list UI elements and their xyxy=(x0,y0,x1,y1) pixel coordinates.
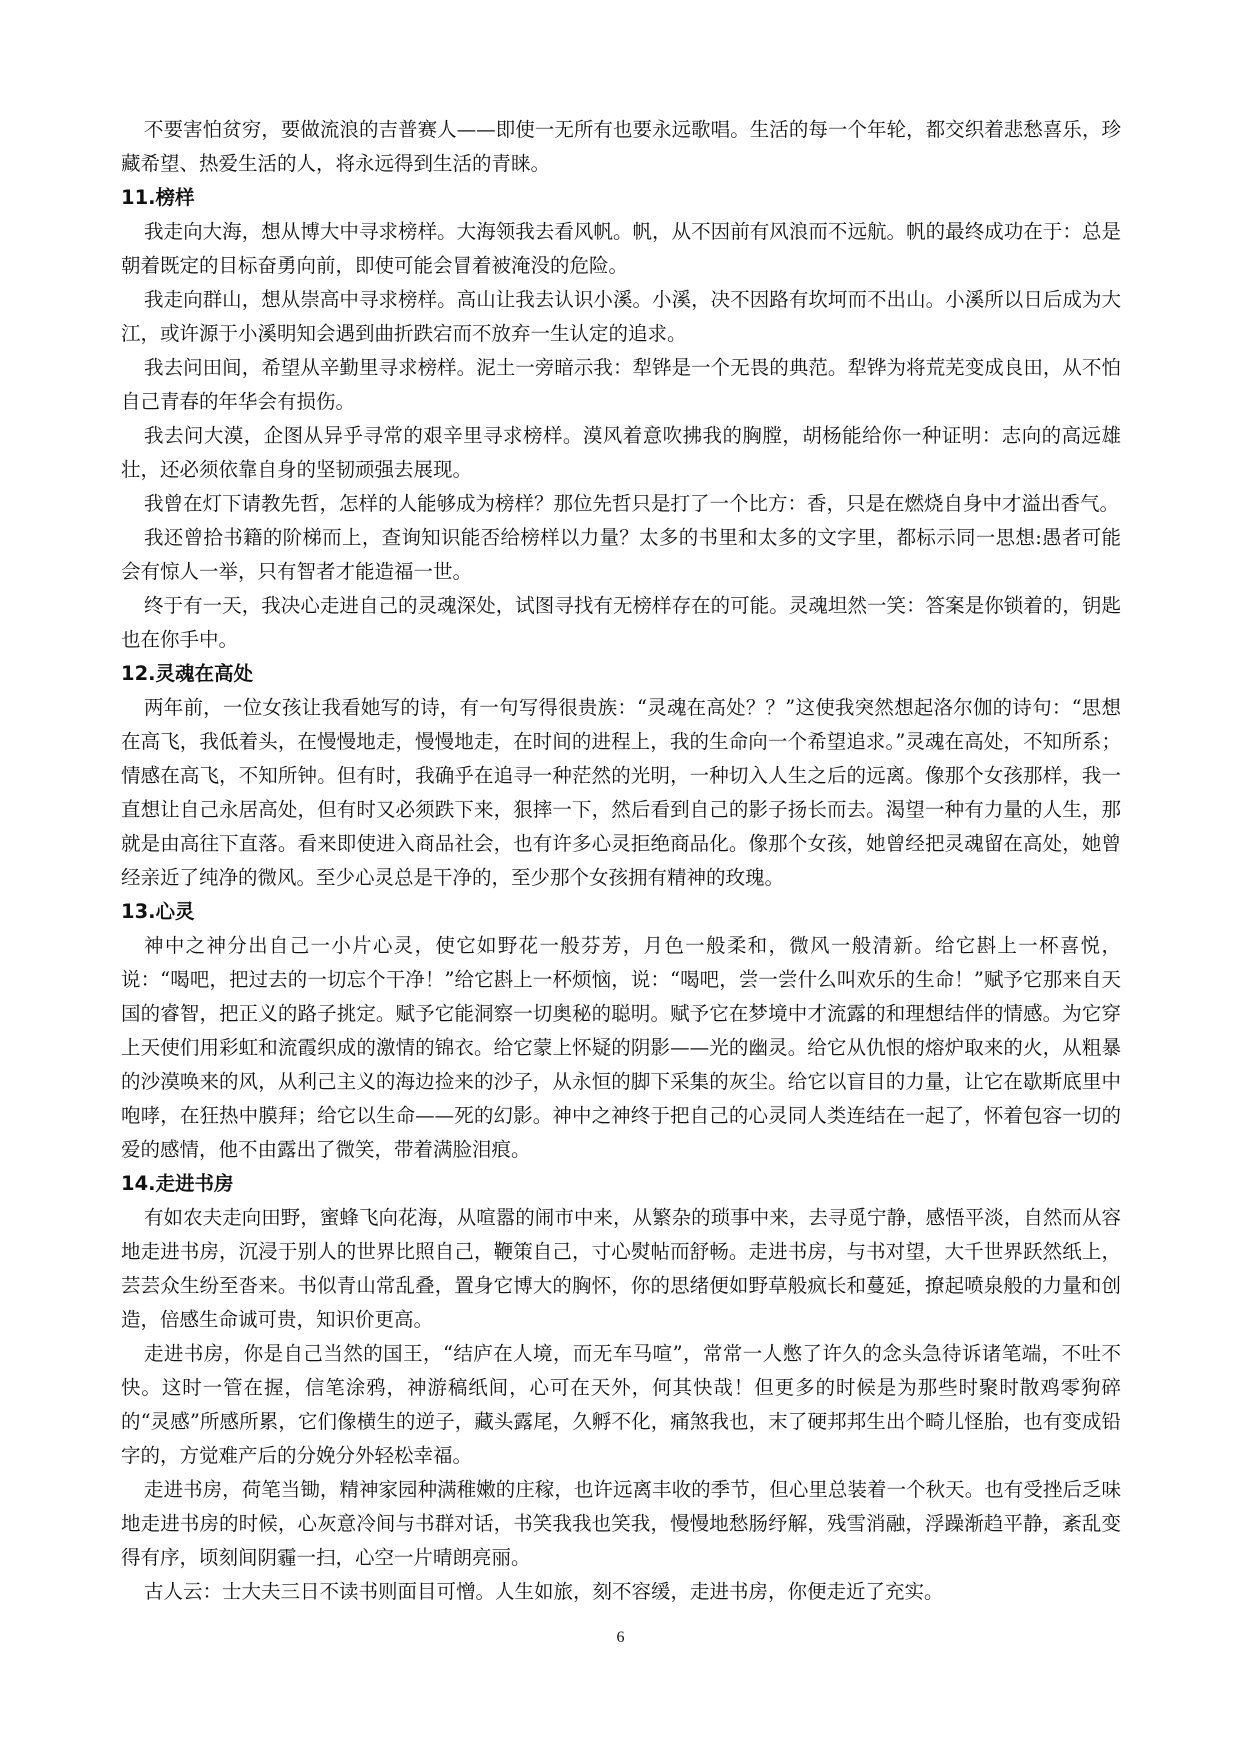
paragraph: 终于有一天，我决心走进自己的灵魂深处，试图寻找有无榜样存在的可能。灵魂坦然一笑：答案是你锁着的，钥匙也在你手中。 xyxy=(121,594,1121,651)
paragraph: 我还曾拾书籍的阶梯而上，查询知识能否给榜样以力量？太多的书里和太多的文字里，都标示同一思想:愚者可能会有惊人一举，只有智者才能造福一世。 xyxy=(121,526,1121,583)
paragraph: 我走向大海，想从博大中寻求榜样。大海领我去看风帆。帆，从不因前有风浪而不远航。帆的最终成功在于：总是朝着既定的目标奋勇向前，即使可能会冒着被淹没的危险。 xyxy=(121,220,1121,277)
paragraph: 走进书房，荷笔当锄，精神家园种满稚嫩的庄稼，也许远离丰收的季节，但心里总装着一个秋天。也有受挫后乏味地走进书房的时候，心灰意冷间与书群对话，书笑我我也笑我，慢慢地愁肠纾解，残雪消融，浮躁渐趋平静，紊乱变得有序，顷刻间阴霾一扫，心空一片晴朗亮丽。 xyxy=(121,1478,1121,1569)
section-11 xyxy=(121,181,1121,657)
paragraph: 我去问大漠，企图从异乎寻常的艰辛里寻求榜样。漠风着意吹拂我的胸膛，胡杨能给你一种证明：志向的高远雄壮，还必须依靠自身的坚韧顽强去展现。 xyxy=(121,424,1121,481)
document-body xyxy=(121,113,1121,1609)
section-heading: 13.心灵 xyxy=(121,900,195,923)
section-13 xyxy=(121,895,1121,1167)
paragraph: 古人云：士大夫三日不读书则面目可憎。人生如旅，刻不容缓，走进书房，你便走近了充实。 xyxy=(144,1580,944,1603)
section-heading: 14.走进书房 xyxy=(121,1172,234,1195)
paragraph: 我去问田间，希望从辛勤里寻求榜样。泥土一旁暗示我：犁铧是一个无畏的典范。犁铧为将荒芜变成良田，从不怕自己青春的年华会有损伤。 xyxy=(121,356,1121,413)
paragraph: 两年前，一位女孩让我看她写的诗，有一句写得很贵族：“灵魂在高处？？”这使我突然想起洛尔伽的诗句：“思想在高飞，我低着头，在慢慢地走，慢慢地走，在时间的进程上，我的生命向一个希望追求。”灵魂在高处，不知所系；情感在高飞，不知所钟。但有时，我确乎在追寻一种茫然的光明，一种切入人生之后的远离。像那个女孩那样，我一直想让自己永居高处，但有时又必须跌下来，狠摔一下，然后看到自己的影子扬长而去。渴望一种有力量的人生，那就是由高往下直落。看来即使进入商品社会，也有许多心灵拒绝商品化。像那个女孩，她曾经把灵魂留在高处，她曾经亲近了纯净的微风。至少心灵总是干净的，至少那个女孩拥有精神的玫瑰。 xyxy=(121,696,1121,889)
section-14 xyxy=(121,1167,1121,1609)
page-number: 6 xyxy=(616,1629,625,1646)
paragraph: 神中之神分出自己一小片心灵，使它如野花一般芬芳，月色一般柔和，微风一般清新。给它斟上一杯喜悦，说：“喝吧，把过去的一切忘个干净！”给它斟上一杯烦恼，说：“喝吧，尝一尝什么叫欢乐的生命！”赋予它那来自天国的睿智，把正义的路子挑定。赋予它能洞察一切奥秘的聪明。赋予它在梦境中才流露的和理想结伴的情感。为它穿上天使们用彩虹和流霞织成的激情的锦衣。给它蒙上怀疑的阴影——光的幽灵。给它从仇恨的熔炉取来的火，从粗暴的沙漠唤来的风，从利己主义的海边捡来的沙子，从永恒的脚下采集的灰尘。给它以盲目的力量，让它在歇斯底里中咆哮，在狂热中膜拜；给它以生命——死的幻影。神中之神终于把自己的心灵同人类连结在一起了，怀着包容一切的爱的感情，他不由露出了微笑，带着满脸泪痕。 xyxy=(121,934,1121,1161)
intro-paragraph: 不要害怕贫穷，要做流浪的吉普赛人——即使一无所有也要永远歌唱。生活的每一个年轮，都交织着悲愁喜乐，珍藏希望、热爱生活的人，将永远得到生活的青睐。 xyxy=(121,118,1121,175)
paragraph: 有如农夫走向田野，蜜蜂飞向花海，从喧嚣的闹市中来，从繁杂的琐事中来，去寻觅宁静，感悟平淡，自然而从容地走进书房，沉浸于别人的世界比照自己，鞭策自己，寸心熨帖而舒畅。走进书房，与书对望，大千世界跃然纸上，芸芸众生纷至沓来。书似青山常乱叠，置身它博大的胸怀，你的思绪便如野草般疯长和蔓延，撩起喷泉般的力量和创造，倍感生命诚可贵，知识价更高。 xyxy=(121,1206,1121,1331)
section-heading: 11.榜样 xyxy=(121,186,195,209)
paragraph: 我走向群山，想从崇高中寻求榜样。高山让我去认识小溪。小溪，决不因路有坎坷而不出山。小溪所以日后成为大江，或许源于小溪明知会遇到曲折跌宕而不放弃一生认定的追求。 xyxy=(121,288,1121,345)
paragraph: 我曾在灯下请教先哲，怎样的人能够成为榜样？那位先哲只是打了一个比方：香，只是在燃烧自身中才溢出香气。 xyxy=(144,492,1120,515)
paragraph: 走进书房，你是自己当然的国王，“结庐在人境，而无车马喧”，常常一人憋了许久的念头急待诉诸笔端，不吐不快。这时一管在握，信笔涂鸦，神游稿纸间，心可在天外，何其快哉！但更多的时候是为那些时聚时散鸡零狗碎的“灵感”所感所累，它们像横生的逆子，藏头露尾，久孵不化，痛煞我也，末了硬邦邦生出个畸儿怪胎，也有变成铅字的，方觉难产后的分娩分外轻松幸福。 xyxy=(121,1342,1121,1467)
section-12 xyxy=(121,657,1121,895)
section-heading: 12.灵魂在高处 xyxy=(121,662,254,685)
